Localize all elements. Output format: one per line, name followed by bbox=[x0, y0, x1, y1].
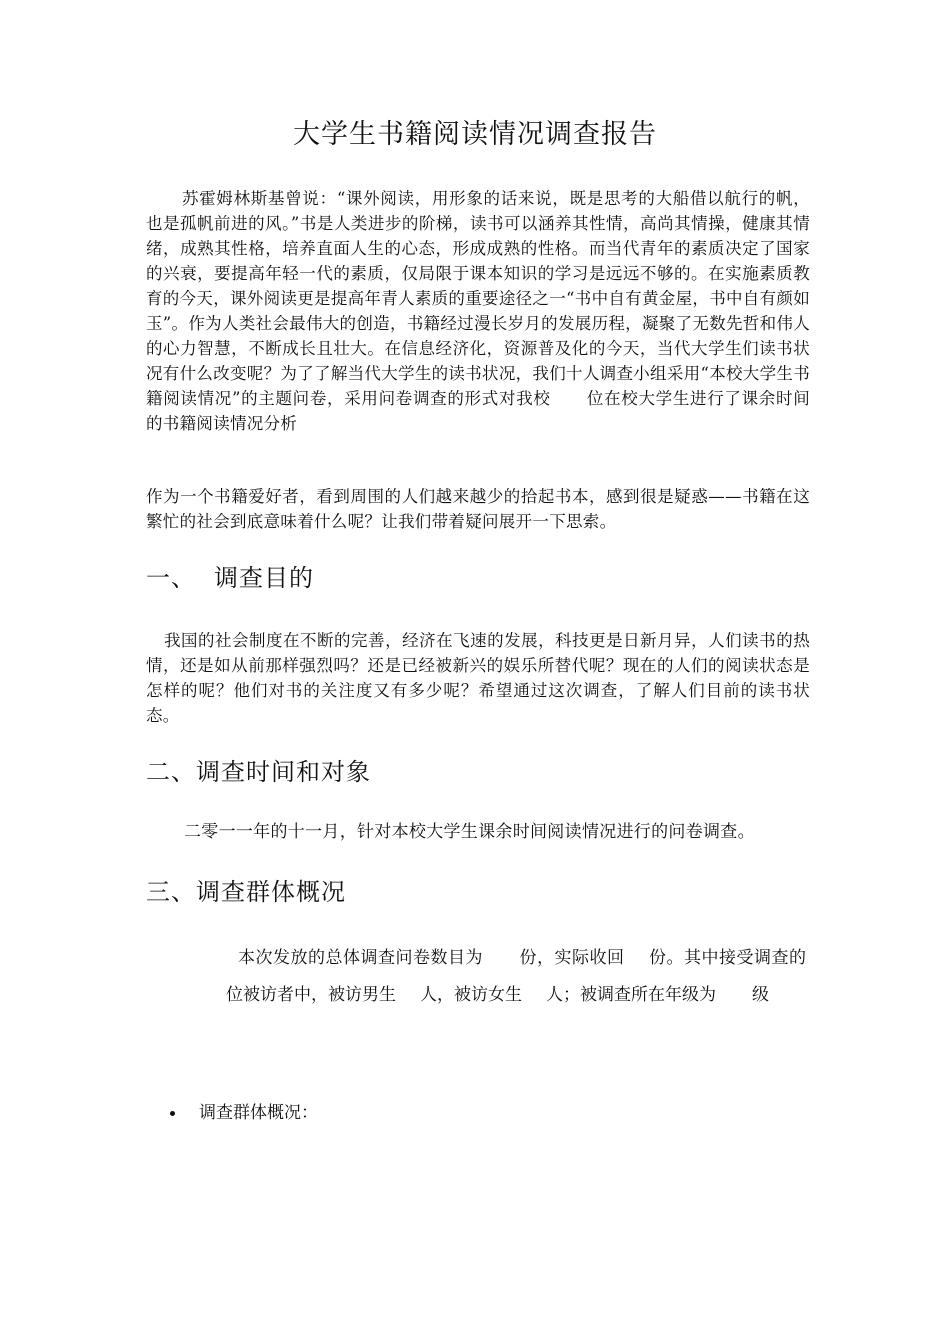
section1-title: 调查目的 bbox=[214, 564, 314, 592]
intro-paragraph bbox=[146, 186, 810, 436]
section3-text-4: 位被访者中，被访男生 bbox=[226, 985, 396, 1005]
section3-text-3: 份。其中接受调查的 bbox=[648, 948, 806, 968]
section2-heading: 二、调查时间和对象 bbox=[146, 758, 371, 786]
section1-heading bbox=[146, 558, 314, 593]
section3-body bbox=[202, 940, 806, 1014]
bullet-text: 调查群体概况： bbox=[199, 1103, 318, 1123]
section3-text-7: 级 bbox=[752, 985, 769, 1005]
section1-number: 一、 bbox=[146, 564, 196, 592]
section3-heading: 三、调查群体概况 bbox=[146, 878, 346, 906]
intro-text: 苏霍姆林斯基曾说：“课外阅读，用形象的话来说，既是思考的大船借以航行的帆，也是孤帆前进的风。”书是人类进步的阶梯，读书可以涵养其性情，高尚其情操，健康其情绪，成熟其性格，培养直面人生的心态，形成成熟的性格。而当代青年的素质决定了国家的兴衰，要提高年轻一代的素质，仅局限于课本知识的学习是远远不够的。在实施素质教育的今天，课外阅读更是提高年青人素质的重要途径之一“书中自有黄金屋，书中自有颜如玉”。作为人类社会最伟大的创造，书籍经过漫长岁月的发展历程，凝聚了无数先哲和伟人的心力智慧，不断成长且壮大。在信息经济化，资源普及化的今天，当代大学生们读书状况有什么改变呢？为了了解当代大学生的读书状况，我们十人调查小组采用“本校大学生书籍阅读情况”的主题问卷，采用问卷调查的形式对我校 bbox=[146, 189, 810, 408]
intro-text-tail: 位在校大学生进行了课余时间的书籍阅读情况分析 bbox=[146, 389, 810, 433]
section3-text-2: 份，实际收回 bbox=[519, 948, 625, 968]
section3-text-6: 人；被调查所在年级为 bbox=[546, 985, 716, 1005]
document-title: 大学生书籍阅读情况调查报告 bbox=[293, 119, 657, 150]
bullet-list-item bbox=[170, 1098, 318, 1123]
bullet-icon bbox=[170, 1111, 175, 1116]
second-paragraph: 作为一个书籍爱好者，看到周围的人们越来越少的拾起书本，感到很是疑惑——书籍在这繁忙的社会到底意味着什么呢？让我们带着疑问展开一下思索。 bbox=[146, 487, 810, 531]
section3-text-1: 本次发放的总体调查问卷数目为 bbox=[238, 948, 483, 968]
section1-body: 我国的社会制度在不断的完善，经济在飞速的发展，科技更是日新月异，人们读书的热情，还是如从前那样强烈吗？还是已经被新兴的娱乐所替代呢？现在的人们的阅读状态是怎样的呢？他们对书的关注度又有多少呢？希望通过这次调查，了解人们目前的读书状态。 bbox=[146, 631, 810, 725]
section3-text-5: 人，被访女生 bbox=[420, 985, 522, 1005]
section2-body: 二零一一年的十一月，针对本校大学生课余时间阅读情况进行的问卷调查。 bbox=[184, 822, 755, 842]
